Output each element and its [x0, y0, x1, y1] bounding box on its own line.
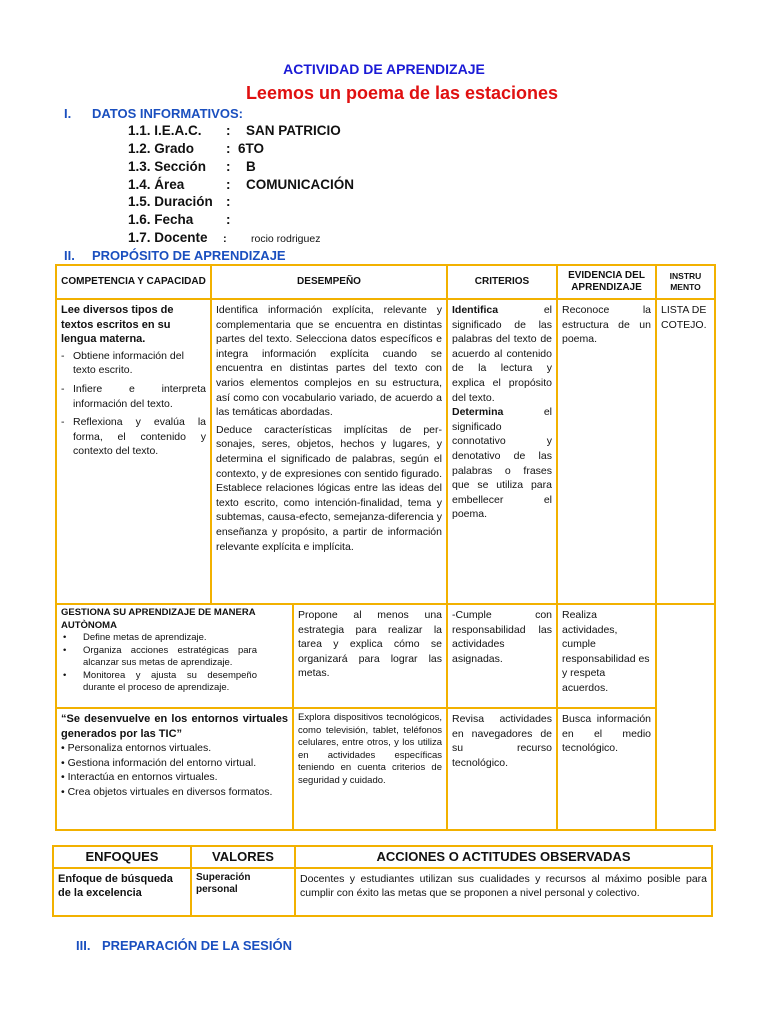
capacidad-item: - Reflexiona y evalúa la forma, el contenido y contexto del texto. — [61, 415, 206, 459]
header-desempeno: DESEMPEÑO — [211, 265, 447, 299]
header-evidencia: EVIDENCIA DEL APRENDIZAJE — [557, 265, 656, 299]
capacidad-item: - Infiere e interpreta información del texto. — [61, 382, 206, 411]
section-number: III. — [76, 938, 91, 953]
evidencia-lee: Reconoce la estructura de un poema. — [557, 299, 656, 604]
info-label: 1.6. Fecha — [128, 212, 194, 227]
capacidad-item: • Gestiona información del entorno virtual. — [61, 756, 257, 769]
header-criterios: CRITERIOS — [447, 265, 557, 299]
info-colon: : — [226, 212, 231, 227]
info-value: B — [246, 159, 256, 174]
capacidad-item: • Monitorea y ajusta su desempeño durante el proceso de aprendizaje. — [61, 670, 257, 695]
desempeno-lee — [211, 299, 447, 604]
info-label: 1.7. Docente — [128, 230, 208, 245]
header-instrumento: INSTRU MENTO — [656, 265, 715, 299]
header-enfoques: ENFOQUES — [53, 846, 191, 868]
session-title: Leemos un poema de las estaciones — [245, 83, 559, 103]
capacidad-item: - Obtiene información del texto escrito. — [61, 349, 206, 378]
enfoques-table — [52, 845, 713, 917]
info-row — [128, 177, 354, 192]
info-label: 1.2. Grado — [128, 141, 195, 156]
section-number: I. — [64, 106, 72, 121]
evidencia-tic: Busca información en el medio tecnológico. — [557, 708, 656, 830]
criterio-keyword: Determina — [452, 406, 504, 419]
info-colon: : — [226, 159, 231, 174]
instrumento-lee: LISTA DE COTEJO. — [656, 299, 715, 604]
desempeno-gestiona: Propone al menos una estrategia para realizar la tarea y explica cómo se organizará para lograr las metas. — [293, 604, 447, 708]
section-title: PREPARACIÓN DE LA SESIÓN — [102, 938, 292, 953]
section-preparacion — [76, 938, 292, 953]
header-valores: VALORES — [191, 846, 295, 868]
enfoque-cell: Enfoque de búsqueda de la excelencia — [53, 868, 191, 916]
info-label: 1.5. Duración — [128, 194, 213, 209]
info-row — [128, 141, 264, 156]
section-datos-informativos — [64, 106, 243, 121]
capacidad-item: • Organiza acciones estratégicas para alcanzar sus metas de aprendizaje. — [61, 645, 257, 670]
info-row — [128, 123, 341, 138]
desempeno-tic: Explora dispositivos tecnológicos, como televisión, tablet, teléfonos celulares, entre otros, y los utiliza en actividades específicas teniendo en cuenta criterios de seguridad y cuidado. — [293, 708, 447, 830]
competencia-tic — [56, 708, 293, 830]
info-row — [128, 159, 256, 174]
capacidad-item: • Personaliza entornos virtuales. — [61, 742, 212, 755]
competencia-gestiona — [56, 604, 293, 708]
desempeno-paragraph: Deduce características implícitas de per-sonajes, seres, objetos, hechos y lugares, y determina el significado de palabras, según el contexto, y de expresiones con sentido figurado. Establece relaciones lógicas entre las ideas del texto escrito, como intención-finalidad, tema y subtemas, causa-efecto, semejanza-diferencia y enseñanza y propósito, a partir de información relevante explícita e implícita. — [216, 423, 442, 553]
info-value: SAN PATRICIO — [246, 123, 341, 138]
evidencia-gestiona: Realiza actividades, cumple responsabilidad es y respeta acuerdos. — [557, 604, 656, 708]
competencia-title: Lee diversos tipos de textos escritos en su lengua materna. — [61, 304, 174, 346]
criterio-tic: Revisa actividades en navegadores de su recurso tecnológico. — [447, 708, 557, 830]
competencia-lee — [56, 299, 211, 604]
capacidad-item: • Crea objetos virtuales en diversos formatos. — [61, 785, 273, 798]
competencia-title: “Se desenvuelve en los entornos virtuales generados por las TIC” — [61, 713, 288, 740]
criterio-keyword: Identifica — [452, 304, 499, 316]
info-label: 1.4. Área — [128, 177, 185, 192]
info-row — [128, 194, 246, 209]
info-colon: : — [226, 123, 231, 138]
valor-cell: Superación personal — [191, 868, 295, 916]
section-title: DATOS INFORMATIVOS: — [92, 106, 243, 121]
info-colon: : — [226, 194, 231, 209]
info-row — [128, 212, 246, 227]
criterio-text: el significado connotativo y denotativo de las palabras o frases que se utiliza para embellecer el poema. — [452, 406, 552, 521]
capacidad-item: • Define metas de aprendizaje. — [61, 632, 257, 645]
capacidad-item: • Interactúa en entornos virtuales. — [61, 771, 218, 784]
criterios-lee — [447, 299, 557, 604]
activity-title: ACTIVIDAD DE APRENDIZAJE — [283, 61, 485, 77]
info-colon: : — [226, 177, 231, 192]
criterio-gestiona: -Cumple con responsabilidad las actividades asignadas. — [447, 604, 557, 708]
info-row — [128, 230, 320, 245]
competencia-title: GESTIONA SU APRENDIZAJE DE MANERA AUTÒNOMA — [61, 607, 256, 631]
section-proposito — [64, 248, 286, 263]
instrumento-empty — [656, 604, 715, 830]
info-value: 6TO — [238, 141, 265, 156]
info-value: rocio rodriguez — [251, 233, 321, 245]
accion-cell: Docentes y estudiantes utilizan sus cualidades y recursos al máximo posible para cumplir con éxito las metas que se proponen a nivel personal y colectivo. — [295, 868, 712, 916]
info-label: 1.3. Sección — [128, 159, 207, 174]
info-value: COMUNICACIÓN — [246, 177, 354, 192]
info-colon: : — [226, 141, 231, 156]
info-colon: : — [223, 233, 227, 245]
section-title: PROPÓSITO DE APRENDIZAJE — [92, 248, 286, 263]
criterio-text: el significado de las palabras del texto de acuerdo al contenido de la lectura y explica el propósito del texto. — [452, 304, 552, 404]
header-acciones: ACCIONES O ACTITUDES OBSERVADAS — [295, 846, 712, 868]
proposito-table — [55, 264, 716, 831]
desempeno-paragraph: Identifica información explícita, relevante y complementaria que se encuentra en distintas partes del texto. Selecciona datos específicos e integra información explícita cuando se encuentra en distintas partes del texto con varios elementos complejos en su estructura, así como con vocabulario variado, de acuerdo a las temáticas abordadas. — [216, 304, 442, 419]
info-label: 1.1. I.E.A.C. — [128, 123, 202, 138]
section-number: II. — [64, 248, 75, 263]
header-competencia: COMPETENCIA Y CAPACIDAD — [56, 265, 211, 299]
